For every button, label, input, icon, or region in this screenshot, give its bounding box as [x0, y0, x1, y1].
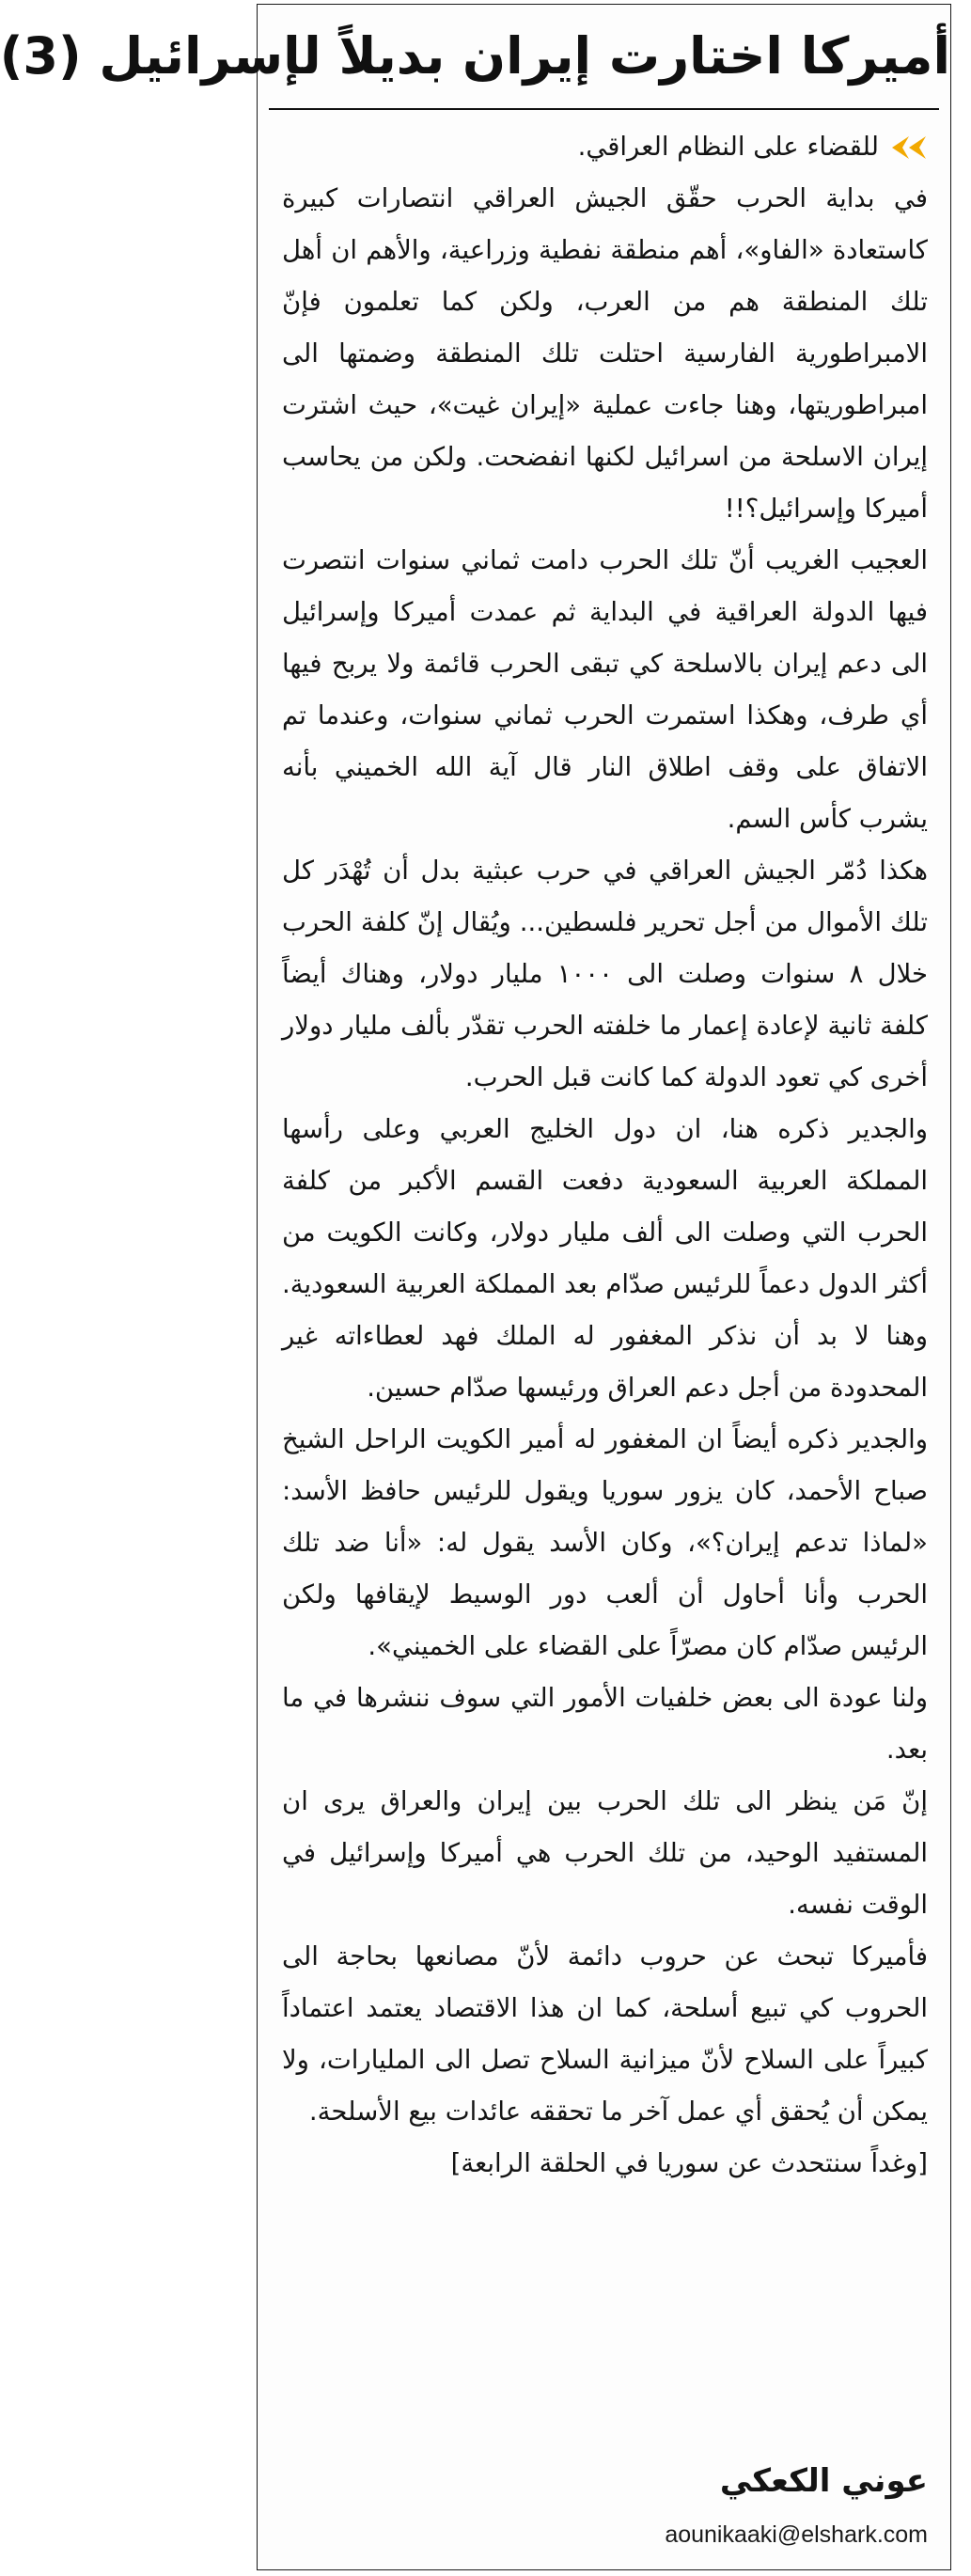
author-signature: عوني الكعكي — [719, 2462, 928, 2500]
article-paragraph: فأميركا تبحث عن حروب دائمة لأنّ مصانعها بحاجة الى الحروب كي تبيع أسلحة، كما ان هذا الاقتصاد يعتمد اعتماداً كبيراً على السلاح لأنّ ميزانية السلاح تصل الى المليارات، ولا يمكن أن يُحقق أي عمل آخر ما تحققه عائدات بيع الأسلحة. — [282, 1941, 928, 2127]
article-body — [258, 110, 950, 2190]
article-paragraph: ولنا عودة الى بعض خلفيات الأمور التي سوف ننشرها في ما بعد. — [282, 1683, 928, 1765]
headline: أميركا اختارت إيران بديلاً لإسرائيل (3) — [0, 26, 950, 86]
lead-row — [282, 121, 928, 173]
article-paragraph: والجدير ذكره أيضاً ان المغفور له أمير الكويت الراحل الشيخ صباح الأحمد، كان يزور سوريا ويقول للرئيس حافظ الأسد: «لماذا تدعم إيران؟»، وكان الأسد يقول له: «أنا ضد تلك الحرب وأنا أحاول أن ألعب دور الوسيط لإيقافها ولكن الرئيس صدّام كان مصرّاً على القضاء على الخميني». — [282, 1424, 928, 1661]
article-paragraph: العجيب الغريب أنّ تلك الحرب دامت ثماني سنوات انتصرت فيها الدولة العراقية في البداية ثم عمدت أميركا وإسرائيل الى دعم إيران بالاسلحة كي تبقى الحرب قائمة ولا يربح فيها أي طرف، وهكذا استمرت الحرب ثماني سنوات، وعندما تم الاتفاق على وقف اطلاق النار قال آية الله الخميني بأنه يشرب كأس السم. — [282, 545, 928, 834]
next-episode-note: [وغداً سنتحدث عن سوريا في الحلقة الرابعة] — [450, 2148, 928, 2178]
article-paragraph: هكذا دُمّر الجيش العراقي في حرب عبثية بدل أن تُهْدَر كل تلك الأموال من أجل تحرير فلسطين... ويُقال إنّ كلفة الحرب خلال ٨ سنوات وصلت الى ١٠٠٠ مليار دولار، وهناك أيضاً كلفة ثانية لإعادة إعمار ما خلفته الحرب تقدّر بألف مليار دولار أخرى كي تعود الدولة كما كانت قبل الحرب. — [282, 856, 928, 1092]
lead-text: للقضاء على النظام العراقي. — [577, 132, 879, 162]
article-paragraph: إنّ مَن ينظر الى تلك الحرب بين إيران والعراق يرى ان المستفيد الوحيد، من تلك الحرب هي أميركا وإسرائيل في الوقت نفسه. — [282, 1786, 928, 1920]
article-paragraph: في بداية الحرب حقّق الجيش العراقي انتصارات كبيرة كاستعادة «الفاو»، أهم منطقة نفطية وزراعية، والأهم ان أهل تلك المنطقة هم من العرب، ولكن كما تعلمون فإنّ الامبراطورية الفارسية احتلت تلك المنطقة وضمتها الى امبراطوريتها، وهنا جاءت عملية «إيران غيت»، حيث اشترت إيران الاسلحة من اسرائيل لكنها انفضحت. ولكن من يحاسب أميركا وإسرائيل؟!! — [282, 183, 928, 524]
article-paragraph: والجدير ذكره هنا، ان دول الخليج العربي وعلى رأسها المملكة العربية السعودية دفعت القسم الأكبر من كلفة الحرب التي وصلت الى ألف مليار دولار، وكانت الكويت من أكثر الدول دعماً للرئيس صدّام بعد المملكة العربية السعودية. وهنا لا بد أن نذكر المغفور له الملك فهد لعطاءاته غير المحدودة من أجل دعم العراق ورئيسها صدّام حسين. — [282, 1114, 928, 1403]
article-column — [0, 4, 951, 2570]
arrow-icon — [888, 134, 928, 162]
author-email[interactable]: aounikaaki@elshark.com — [665, 2521, 928, 2548]
